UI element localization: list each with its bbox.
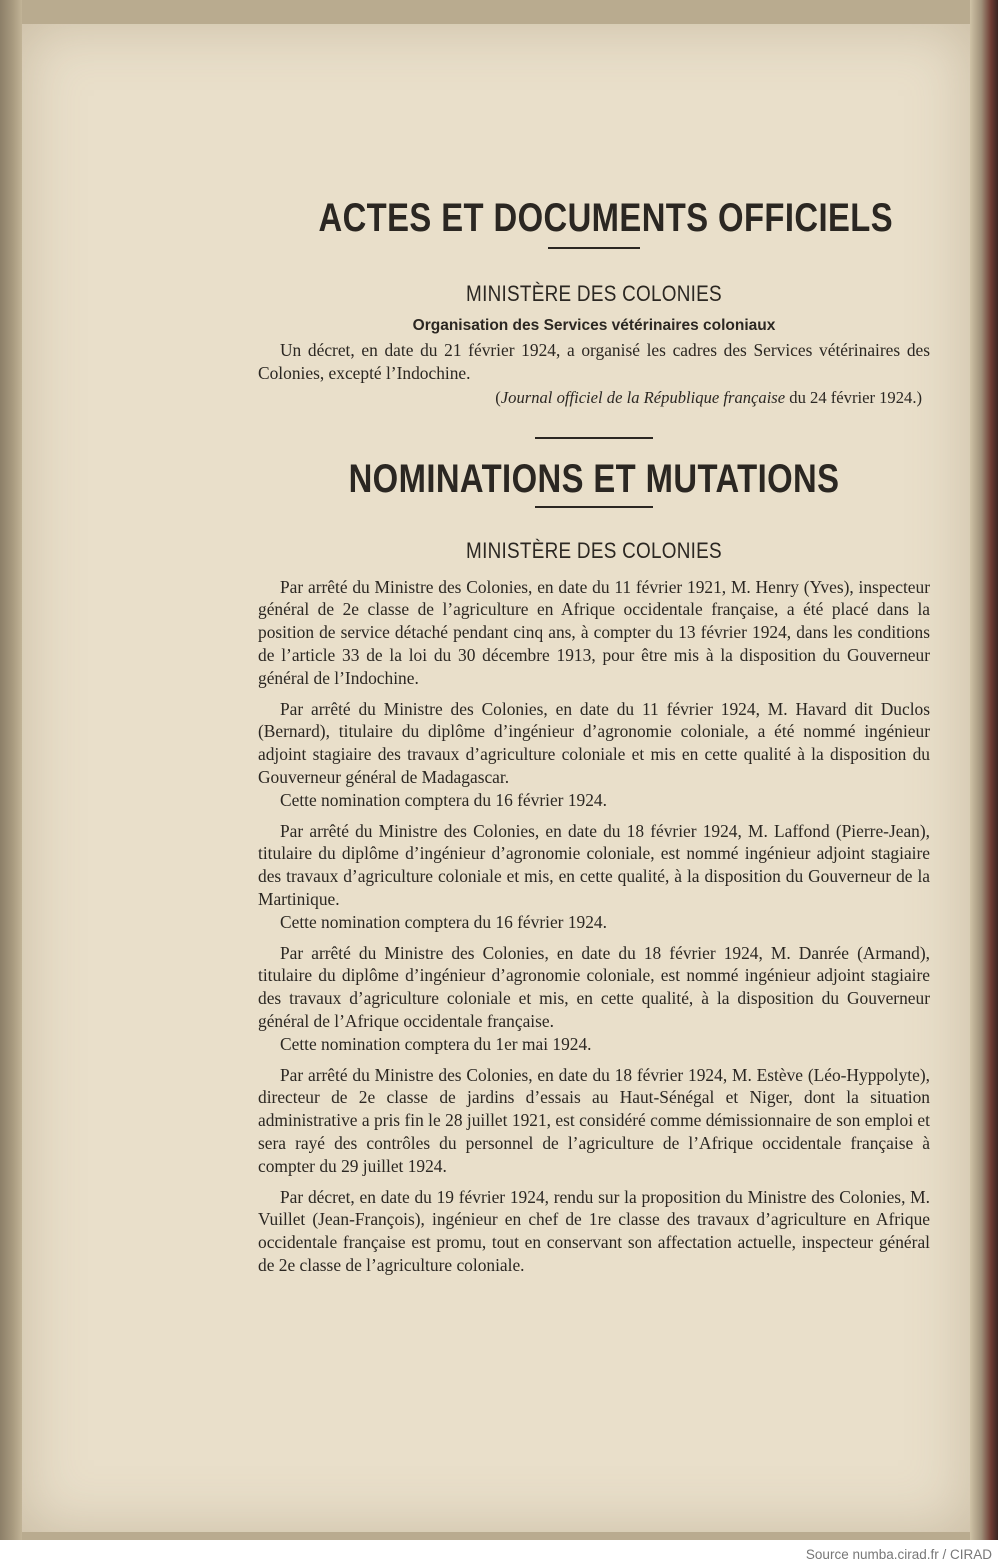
nomination-date-note: Cette nomination comptera du 16 février 1924. <box>280 911 607 932</box>
nomination-paragraph: Par arrêté du Ministre des Colonies, en date du 18 février 1924, M. Danrée (Armand), titulaire du diplôme d’ingénieur d’agronomie coloniale, est nommé ingénieur adjoint stagiaire des travaux d’agriculture coloniale et mis, en cette qualité, à la disposition du Gouverneur général de l’Afrique occidentale française. <box>258 942 930 1031</box>
citation-rest: du 24 février 1924.) <box>785 387 922 407</box>
book-cover-edge <box>970 0 998 1540</box>
book-spine-edge <box>0 0 22 1540</box>
journal-citation <box>258 387 922 409</box>
ministry-heading: MINISTÈRE DES COLONIES <box>466 281 722 306</box>
article-subtitle: Organisation des Services vétérinaires coloniaux <box>412 317 776 334</box>
nomination-paragraph: Par arrêté du Ministre des Colonies, en date du 18 février 1924, M. Estève (Léo-Hyppolyte), directeur de 2e classe de jardins d’essais au Haut-Sénégal et Niger, dont la situation administrative a pris fin le 28 juillet 1921, est considéré comme démissionnaire de son emploi et sera rayé des contrôles du personnel de l’agriculture de l’Afrique occidentale française à compter du 29 juillet 1924. <box>258 1064 930 1176</box>
page-content <box>258 174 930 1277</box>
section-title-nominations: NOMINATIONS ET MUTATIONS <box>348 456 840 501</box>
decree-paragraph: Un décret, en date du 21 février 1924, a organisé les cadres des Services vétérinaires des Colonies, excepté l’Indochine. <box>258 340 930 383</box>
nomination-paragraph: Par arrêté du Ministre des Colonies, en date du 18 février 1924, M. Laffond (Pierre-Jean), titulaire du diplôme d’ingénieur d’agronomie coloniale, est nommé ingénieur adjoint stagiaire des travaux d’agriculture coloniale et mis, en cette qualité, à la disposition du Gouverneur de la Martinique. <box>258 820 930 909</box>
nomination-date-note: Cette nomination comptera du 16 février 1924. <box>280 789 607 810</box>
source-credit: Source numba.cirad.fr / CIRAD <box>805 1547 992 1562</box>
nomination-date-note: Cette nomination comptera du 1er mai 1924. <box>280 1033 592 1054</box>
ministry-heading: MINISTÈRE DES COLONIES <box>466 537 722 563</box>
citation-open: ( <box>495 387 501 407</box>
nomination-paragraph: Par arrêté du Ministre des Colonies, en date du 11 février 1924, M. Havard dit Duclos (Bernard), titulaire du diplôme d’ingénieur d’agronomie coloniale, a été nommé ingénieur adjoint stagiaire des travaux d’agriculture coloniale et mis en cette qualité à la disposition du Gouverneur général de Madagascar. <box>258 698 930 787</box>
section-title-actes: ACTES ET DOCUMENTS OFFICIELS <box>318 196 894 240</box>
document-page <box>22 24 970 1532</box>
nomination-paragraph: Par arrêté du Ministre des Colonies, en date du 11 février 1921, M. Henry (Yves), inspecteur général de 2e classe de l’agriculture en Afrique occidentale française, a été placé dans la position de service détaché pendant cinq ans, à compter du 13 février 1924, dans les conditions de l’article 33 de la loi du 30 décembre 1913, pour être mis à la disposition du Gouverneur général de l’Indochine. <box>258 576 930 688</box>
nomination-paragraph: Par décret, en date du 19 février 1924, rendu sur la proposition du Ministre des Colonies, M. Vuillet (Jean-François), ingénieur en chef de 1re classe des travaux d’agriculture en Afrique occidentale française est promu, tout en conservant son affectation actuelle, inspecteur général de 2e classe de l’agriculture coloniale. <box>258 1186 930 1275</box>
citation-journal: Journal officiel de la République française <box>500 387 786 407</box>
